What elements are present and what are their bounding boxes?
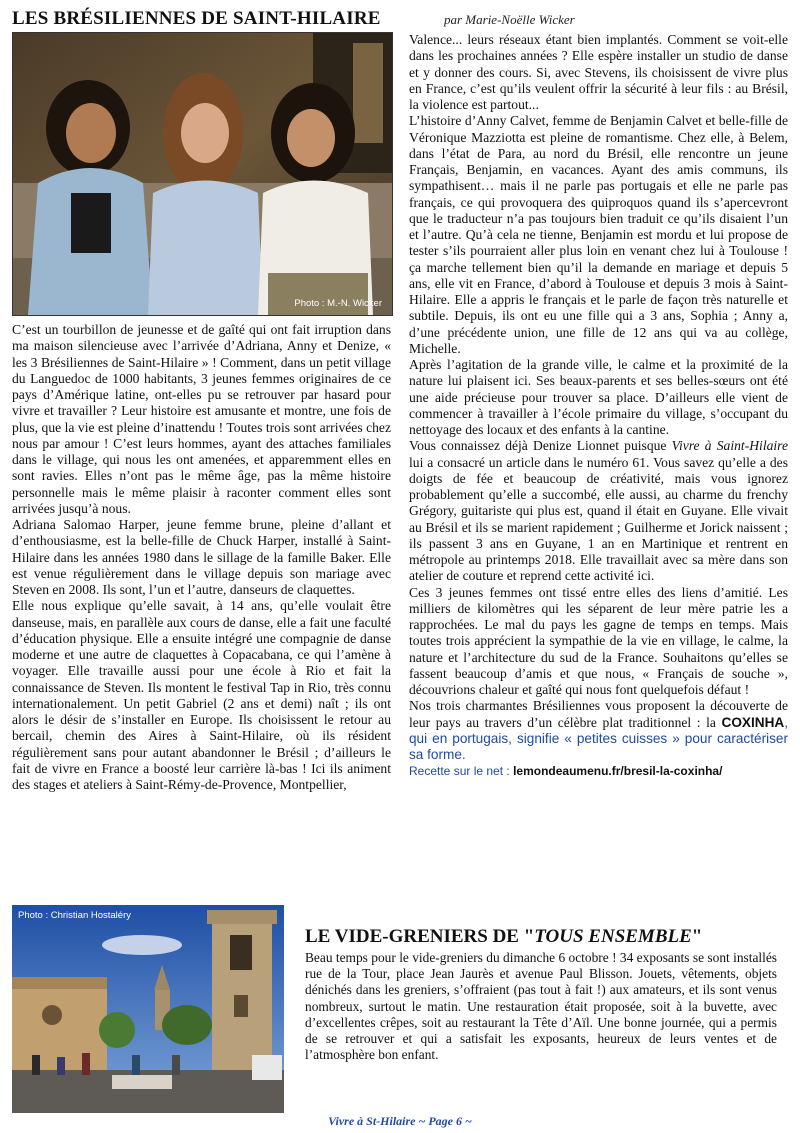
village-photo (12, 905, 284, 1113)
photo-credit: Photo : M.-N. Wicker (294, 298, 382, 309)
paragraph-anny: L’histoire d’Anny Calvet, femme de Benjamin Calvet et belle-fille de Véronique Mazziotta est pleine de romantisme. Chez elle, à Belem, dans l’état de Para, au nord du Brésil, elle rencontre un jeune Français, Benjamin, en vacances. Ayant des amis communs, ils sympathisent… mais il ne parle pas portugais et elle ne parle pas français, ce qui provoquera des quiproquos quand ils s’apercevront que le traducteur n’a pas toujours bien traduit ce qu’ils disaient l’un et l’autre. Qu’à cela ne tienne, Benjamin est mordu et lui propose de tester s’ils pourraient aller plus loin en venant chez lui à Toulouse ! ça marche tellement bien qu’il la demande en mariage et depuis 5 ans, elle vit en France, d’abord à Toulouse et depuis 3 mois à Saint-Hilaire. Elle a appris le français et le parle de façon très naturelle et subtile. Depuis, ils ont eu une fille qui a 3 ans, Sophia ; Anny a, d’une précédente union, une fille de 12 ans qui va au collège, Michelle. (409, 113, 788, 356)
article2-text: Beau temps pour le vide-greniers du dimanche 6 octobre ! 34 exposants se sont installés rue de la Tour, place Jean Jaurès et avenue Paul Blisson. Jouets, vêtements, objets dénichés dans les greniers, s’offraient (pas tout à fait !) aux amateurs, et ils sont venus nombreux, surtout le matin. Une restauration était proposée, soit à la buvette, avec d’excellentes crêpes, soit au restaurant la Tête d’Aïl. Une bonne journée, qui a permis de se retrouver et qui a satisfait les exposants, heureux de leurs ventes et de l’atmosphère bon enfant. (305, 950, 777, 1063)
paragraph-adriana-career: Elle nous explique qu’elle savait, à 14 ans, qu’elle voulait être danseuse, mais, en parallèle aux cours de danse, elle a fait une faculté d’éducation physique. Elle a ensuite intégré une compagnie de danse moderne et une autre de claquettes à Copacabana, ce qui l’amène à voyager. Elle travaille aussi pour une école à Rio et fait la connaissance de Steven. Ils montent le festival Tap in Rio, très connu internationalement. Un petit Gabriel (2 ans et demi) naît ; ils ont alors le désir de s’installer en Europe. Ils choisissent le retour au bercail, chemin des Aires à Saint-Hilaire, où ils résident régulièrement sans pour autant abandonner le Brésil ; d’ailleurs le fait de vivre en France a boosté leur carrière là-bas ! Ici ils animent des stages et ateliers à Saint-Rémy-de-Provence, Montpellier, (12, 598, 391, 792)
paragraph-coxinha: Nos trois charmantes Brésiliennes vous proposent la découverte de leur pays au travers d’un célèbre plat traditionnel : la COXINHA, qui en portugais, signifie « petites cuisses » pour caractériser sa forme. (409, 698, 788, 762)
page-footer: Vivre à St-Hilaire ~ Page 6 ~ (328, 1114, 472, 1128)
dish-name: COXINHA (721, 714, 785, 730)
article-right-column (409, 32, 788, 780)
article-byline: par Marie-Noëlle Wicker (444, 12, 575, 27)
paragraph-adriana: Adriana Salomao Harper, jeune femme brune, pleine d’allant et d’enthousiasme, est la belle-fille de Chuck Harper, installé à Saint-Hilaire dans les années 1980 dans le sillage de la famille Baker. Elle est venue régulièrement dans le village depuis son mariage avec Steven en 2008. Ils sont, l’un et l’autre, danseurs de claquettes. (12, 517, 391, 597)
photo-credit-2: Photo : Christian Hostaléry (18, 910, 131, 921)
paragraph-anny-life: Après l’agitation de la grande ville, le calme et la proximité de la nature lui plaisent ici. Ses beaux-parents et ses belles-sœurs ont été une aide précieuse pour trouver sa place. D’ailleurs elle vient de commencer à travailler à l’école primaire du village, s’occupant du nettoyage des locaux et des enfants à la cantine. (409, 357, 788, 437)
recipe-line: Recette sur le net : lemondeaumenu.fr/bresil-la-coxinha/ (409, 764, 723, 779)
article2-title: LE VIDE-GRENIERS DE "TOUS ENSEMBLE" (305, 926, 703, 947)
three-women-photo (12, 32, 393, 316)
paragraph-friendship: Ces 3 jeunes femmes ont tissé entre elles des liens d’amitié. Les milliers de kilomètres qui les séparent de leur mère patrie les a rapprochées. Le mal du pays les gagne de temps en temps. Mais toutes trois apprécient la sympathie de la vie en village, le calme, la nature et l’architecture du sud de la France. Souhaitons qu’elles se fassent beaucoup d’amis et que nous, « Français de souche », découvrions chaleur et gaîté qui nous font quelquefois défaut ! (409, 584, 788, 697)
recipe-link[interactable]: lemondeaumenu.fr/bresil-la-coxinha/ (513, 764, 723, 779)
paragraph-continuation: Valence... leurs réseaux étant bien implantés. Comment se voit-elle dans les prochaines années ? Elle espère installer un studio de danse et y donner des cours. Si, avec Stevens, ils choisissent de vivre plus en France, c’est qu’ils veulent offrir la sécurité à leur fils : au Brésil, la violence est partout... (409, 32, 788, 112)
article-title: LES BRÉSILIENNES DE SAINT-HILAIRE (12, 8, 381, 29)
journal-name: Vivre à Saint-Hilaire (671, 438, 788, 454)
article-left-column (12, 322, 391, 793)
paragraph-denize: Vous connaissez déjà Denize Lionnet puisque Vivre à Saint-Hilaire lui a consacré un article dans le numéro 61. Vous savez qu’elle a des doigts de fée et beaucoup de créativité, mais vous ignorez probablement qu’elle a succombé, elle aussi, au charme du frenchy Grégory, guitariste qui plus est, quand il était en Guyane. Elle vivait au Brésil et ils se marient rapidement ; Guilherme et Jorick naissent ; ils passent 3 ans en Guyane, 1 an en Martinique et rentrent en métropole au printemps 2018. Elle travaillait avec sa mère dans son atelier de couture et reprend cette activité ici. (409, 438, 788, 584)
paragraph-intro: C’est un tourbillon de jeunesse et de gaîté qui ont fait irruption dans ma maison silencieuse avec l’arrivée d’Adriana, Anny et Denize, « les 3 Brésiliennes de Saint-Hilaire » ! Comment, dans un petit village du Languedoc de 1000 habitants, 3 jeunes femmes originaires de ce pays d’Amérique latine, ont-elles pu se retrouver par hasard pour vivre et travailler ? Leur histoire est amusante et montre, une fois de plus, que la vie est pleine d’inattendu ! Toutes trois sont arrivées chez nous par amour ! C’est leurs hommes, ayant des attaches familiales dans le village, qui nous les ont amenées, et apparemment elles en sont ravies. Elles n’ont pas le même âge, pas la même histoire personnelle mais le même plaisir à raconter comment elles sont arrivées jusqu’à nous. (12, 322, 391, 516)
